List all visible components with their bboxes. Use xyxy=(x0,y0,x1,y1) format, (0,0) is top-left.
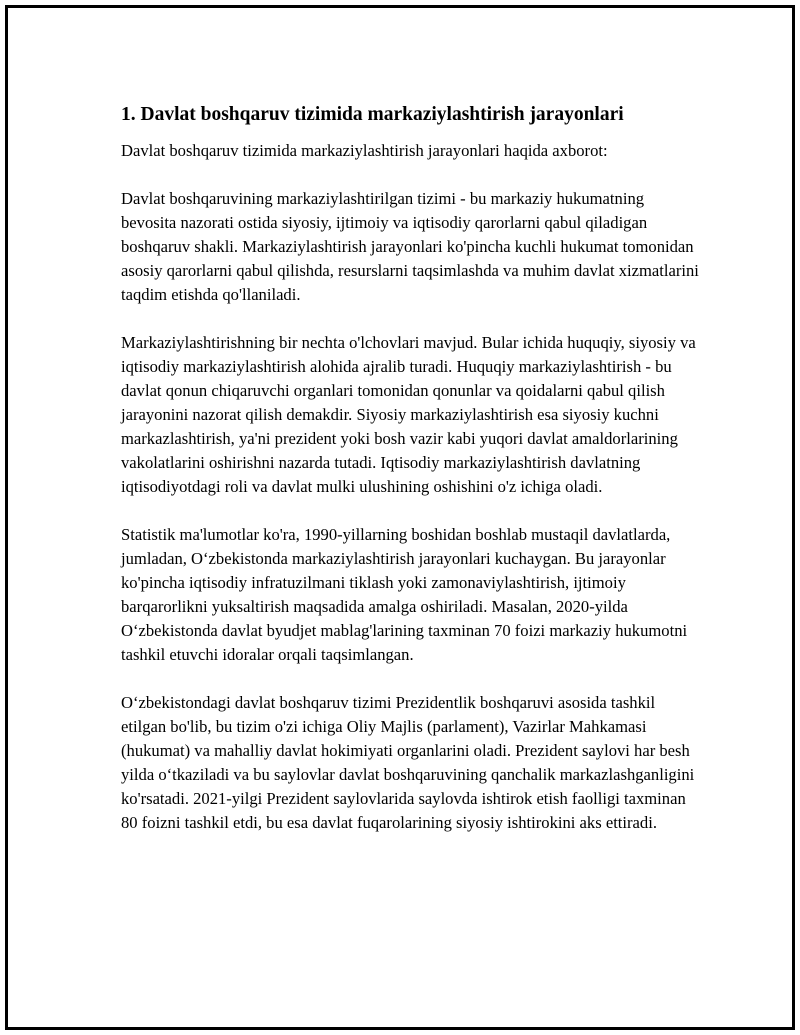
paragraph-statistics: Statistik ma'lumotlar ko'ra, 1990-yillarning boshidan boshlab mustaqil davlatlarda, jumladan, O‘zbekistonda markaziylashtirish jarayonlari kuchaygan. Bu jarayonlar ko'pincha iqtisodiy infratuzilmani tiklash yoki zamonaviylashtirish, ijtimoiy barqarorlikni yuksaltirish maqsadida amalga oshiriladi. Masalan, 2020-yilda O‘zbekistonda davlat byudjet mablag'larining taxminan 70 foizi markaziy hukumotni tashkil etuvchi idoralar orqali taqsimlangan. xyxy=(121,525,688,664)
intro-paragraph: Davlat boshqaruv tizimida markaziylashtirish jarayonlari haqida axborot: xyxy=(121,141,608,160)
paragraph-centralized-system: Davlat boshqaruvining markaziylashtirilgan tizimi - bu markaziy hukumatning bevosita nazorati ostida siyosiy, ijtimoiy va iqtisodiy qarorlarni qabul qiladigan boshqaruv shakli. Markaziylashtirish jarayonlari ko'pincha kuchli hukumat tomonidan asosiy qarorlarni qabul qilishda, resurslarni taqsimlashda va muhim davlat xizmatlarini taqdim etishda qo'llaniladi. xyxy=(121,189,699,304)
section-heading: 1. Davlat boshqaruv tizimida markaziylashtirish jarayonlari xyxy=(121,104,624,125)
paragraph-uzbekistan-system: O‘zbekistondagi davlat boshqaruv tizimi Prezidentlik boshqaruvi asosida tashkil etilgan bo'lib, bu tizim o'zi ichiga Oliy Majlis (parlament), Vazirlar Mahkamasi (hukumat) va mahalliy davlat hokimiyati organlarini oladi. Prezident saylovi har besh yilda o‘tkaziladi va bu saylovlar davlat boshqaruvining qanchalik markazlashganligini ko'rsatadi. 2021-yilgi Prezident saylovlarida saylovda ishtirok etish faolligi taxminan 80 foizni tashkil etdi, bu esa davlat fuqarolarining siyosiy ishtirokini aks ettiradi. xyxy=(121,693,695,832)
page-frame xyxy=(5,5,795,1030)
document-body xyxy=(121,103,701,859)
paragraph-dimensions: Markaziylashtirishning bir nechta o'lchovlari mavjud. Bular ichida huquqiy, siyosiy va iqtisodiy markaziylashtirish alohida ajralib turadi. Huquqiy markaziylashtirish - bu davlat qonun chiqaruvchi organlari tomonidan qonunlar va qoidalarni qabul qilish jarayonini nazorat qilish demakdir. Siyosiy markaziylashtirish esa siyosiy kuchni markazlashtirish, ya'ni prezident yoki bosh vazir kabi yuqori davlat amaldorlarining vakolatlarini oshirishni nazarda tutadi. Iqtisodiy markaziylashtirish davlatning iqtisodiyotdagi roli va davlat mulki ulushining oshishini o'z ichiga oladi. xyxy=(121,333,696,496)
